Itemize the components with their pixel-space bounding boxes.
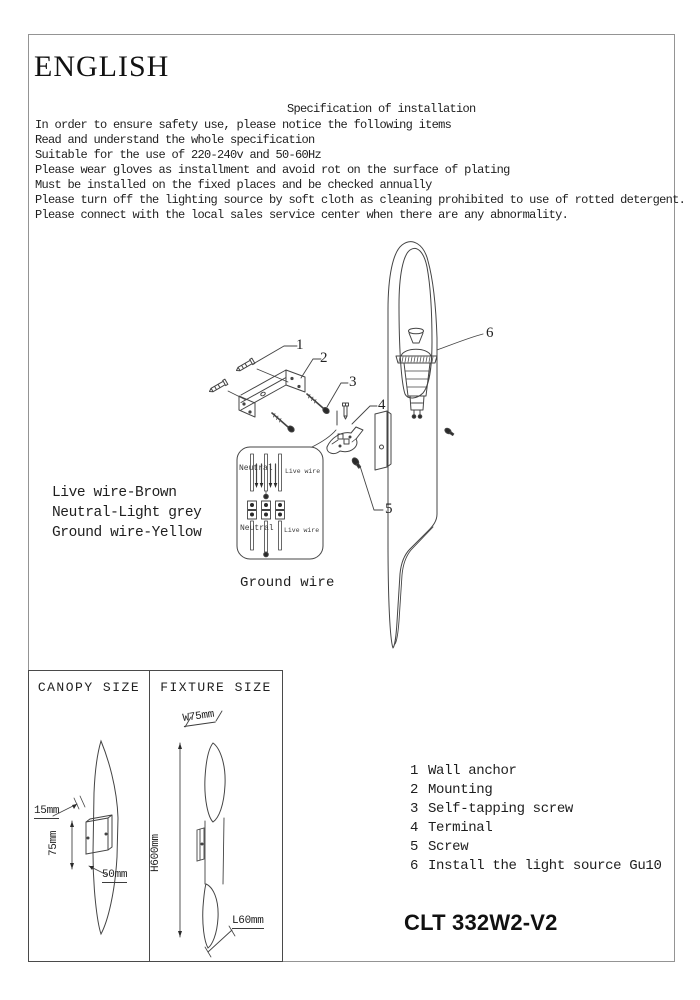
wall-plate [375,411,391,470]
ground-wire-caption: Ground wire [240,575,335,591]
spec-line: In order to ensure safety use, please notice the following items [35,118,452,132]
fixture-height-dim: H600mm [150,834,162,872]
part-row [410,762,662,781]
terminal-assembly [327,403,363,454]
wire-color-line: Ground wire-Yellow [52,525,202,541]
wiring-bottom-right-label: Live wire [284,527,320,534]
part-row [410,800,662,819]
spec-line: Must be installed on the fixed places and be checked annually [35,178,432,192]
callout-6: 6 [486,325,494,341]
part-name: Install the light source Gu10 [428,858,662,874]
part-row [410,857,662,876]
model-number: CLT 332W2-V2 [404,910,558,935]
canopy-depth-dim: 15mm [34,805,60,817]
callout-3: 3 [349,374,357,390]
spec-line: Please wear gloves as installment and avoid rot on the surface of plating [35,163,510,177]
part-name: Terminal [428,820,493,836]
part-row [410,819,662,838]
part-name: Mounting [428,782,493,798]
parts-list [410,762,662,876]
fixture-width-dim: W75mm [182,708,215,726]
callout-4: 4 [378,397,386,413]
wire-color-legend [52,483,201,543]
part-name: Screw [428,839,469,855]
wiring-bottom-left-label: Neutral [240,524,274,533]
self-tapping-screw-icon [272,413,295,433]
wire-color-line: Live wire-Brown [52,485,177,501]
part-name: Self-tapping screw [428,801,573,817]
spec-title: Specification of installation [287,102,476,116]
page-title: ENGLISH [34,50,170,83]
canopy-height-dim: 75mm [48,830,60,856]
callout-5: 5 [385,501,393,517]
fixture-size-title: FIXTURE SIZE [160,680,272,695]
leader-lines [253,334,483,510]
wire-color-line: Neutral-Light grey [52,505,202,521]
part-number: 3 [410,801,419,817]
part-number: 6 [410,858,419,874]
canopy-width-dim: 50mm [102,869,128,881]
wiring-detail-box [237,430,336,559]
spec-line: Please connect with the local sales service center when there are any abnormality. [35,208,569,222]
canopy-size-title: CANOPY SIZE [37,680,141,695]
part-number: 4 [410,820,419,836]
wiring-top-left-label: Neutral [239,464,273,473]
wall-anchor-icon [208,379,228,394]
fixture-body [388,242,437,648]
spec-line: Suitable for the use of 220-240v and 50-60Hz [35,148,322,162]
installation-diagram [180,230,530,660]
wall-anchor-icon [235,358,255,373]
screw-icon [444,427,455,437]
wiring-top-right-label: Live wire [285,468,321,475]
part-row [410,781,662,800]
self-tapping-screw-icon [307,394,330,415]
spec-instructions [35,118,685,223]
part-number: 5 [410,839,419,855]
spec-line: Please turn off the lighting source by soft cloth as cleaning prohibited to use of rotted detergent. [35,193,686,207]
part-number: 2 [410,782,419,798]
spec-line: Read and understand the whole specification [35,133,315,147]
mounting-bracket [239,370,305,417]
callout-1: 1 [296,337,304,353]
part-name: Wall anchor [428,763,517,779]
callout-2: 2 [320,350,328,366]
gu10-lamp-icon [396,328,437,418]
part-number: 1 [410,763,419,779]
fixture-length-dim: L60mm [232,915,264,927]
part-row [410,838,662,857]
